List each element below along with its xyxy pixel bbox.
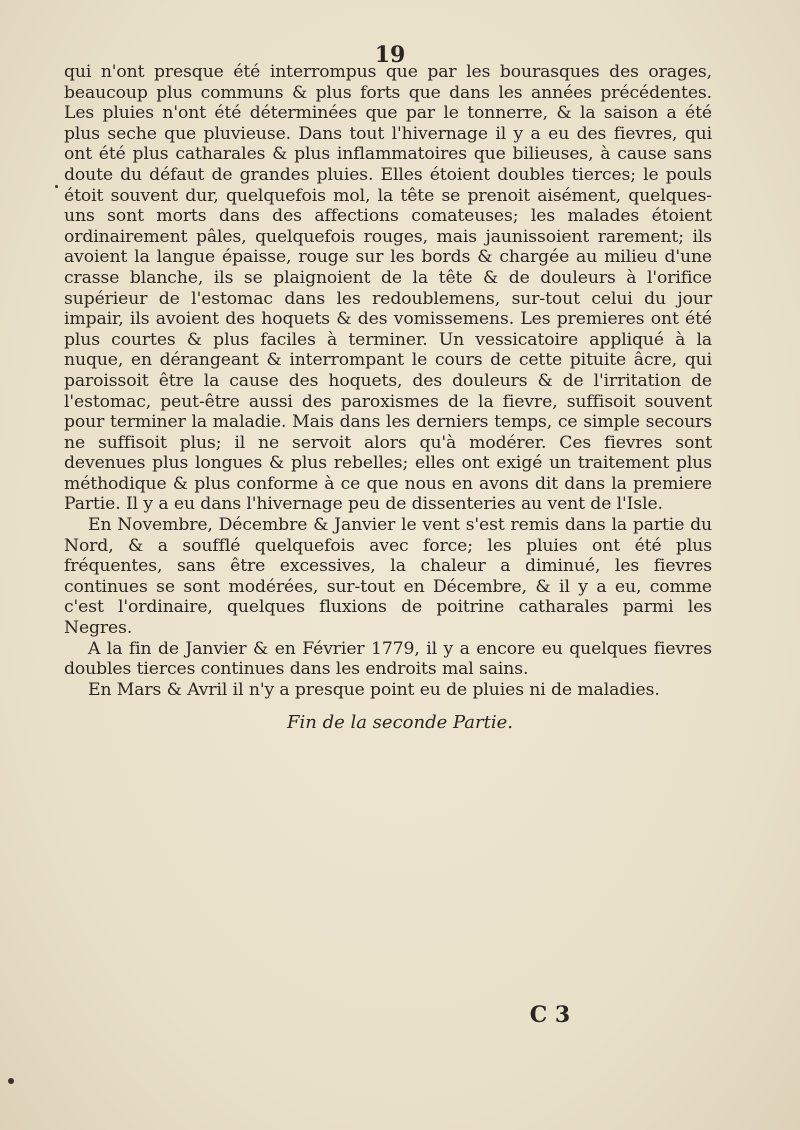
closing-line: Fin de la seconde Partie. xyxy=(287,712,513,733)
ink-spot xyxy=(8,1078,14,1084)
paragraph-3: A la fin de Janvier & en Février 1779, il y a encore eu quelques fievres doubles tierces continues dans les endroits mal sains. xyxy=(64,638,712,680)
paragraph-4: En Mars & Avril il n'y a presque point eu de pluies ni de maladies. xyxy=(88,679,660,700)
ink-spot xyxy=(55,185,58,188)
signature-mark: C 3 xyxy=(529,1002,571,1028)
page-number: 19 xyxy=(374,42,406,68)
paragraph-1: qui n'ont presque été interrompus que par les bourasques des orages, beaucoup plus communs & plus forts que dans les années précédentes. Les pluies n'ont été déterminées que par le tonnerre, & la saison a été plus seche que pluvieuse. Dans tout l'hivernage il y a eu des fievres, qui ont été plus catharales & plus inflammatoires que bilieuses, à cause sans doute du défaut de grandes pluies. Elles étoient doubles tierces; le pouls étoit souvent dur, quelquefois mol, la tête se prenoit aisément, quelques-uns sont morts dans des affections comateuses; les malades étoient ordinairement pâles, quelquefois rouges, mais jaunissoient rarement; ils avoient la langue épaisse, rouge sur les bords & chargée au milieu d'une crasse blanche, ils se plaignoient de la tête & de douleurs à l'orifice supérieur de l'estomac dans les redoublemens, sur-tout celui du jour impair, ils avoient des hoquets & des vomissemens. Les premieres ont été plus courtes & plus faciles à terminer. Un vessicatoire appliqué à la nuque, en dérangeant & interrompant le cours de cette pituite âcre, qui paroissoit être la cause des hoquets, des douleurs & de l'irritation de l'estomac, peut-être aussi des paroxismes de la fievre, suffisoit souvent pour terminer la maladie. Mais dans les derniers temps, ce simple secours ne suffisoit plus; il ne servoit alors qu'à modérer. Ces fievres sont devenues plus longues & plus rebelles; elles ont exigé un traitement plus méthodique & plus conforme à ce que nous en avons dit dans la premiere Partie. Il y a eu dans l'hivernage peu de dissenteries au vent de l'Isle. xyxy=(64,62,712,515)
body-text xyxy=(64,62,712,700)
paragraph-2: En Novembre, Décembre & Janvier le vent s'est remis dans la partie du Nord, & a soufflé quelquefois avec force; les pluies ont été plus fréquentes, sans être excessives, la chaleur a diminué, les fievres continues se sont modérées, sur-tout en Décembre, & il y a eu, comme c'est l'ordinaire, quelques fluxions de poitrine catharales parmi les Negres. xyxy=(64,515,712,639)
